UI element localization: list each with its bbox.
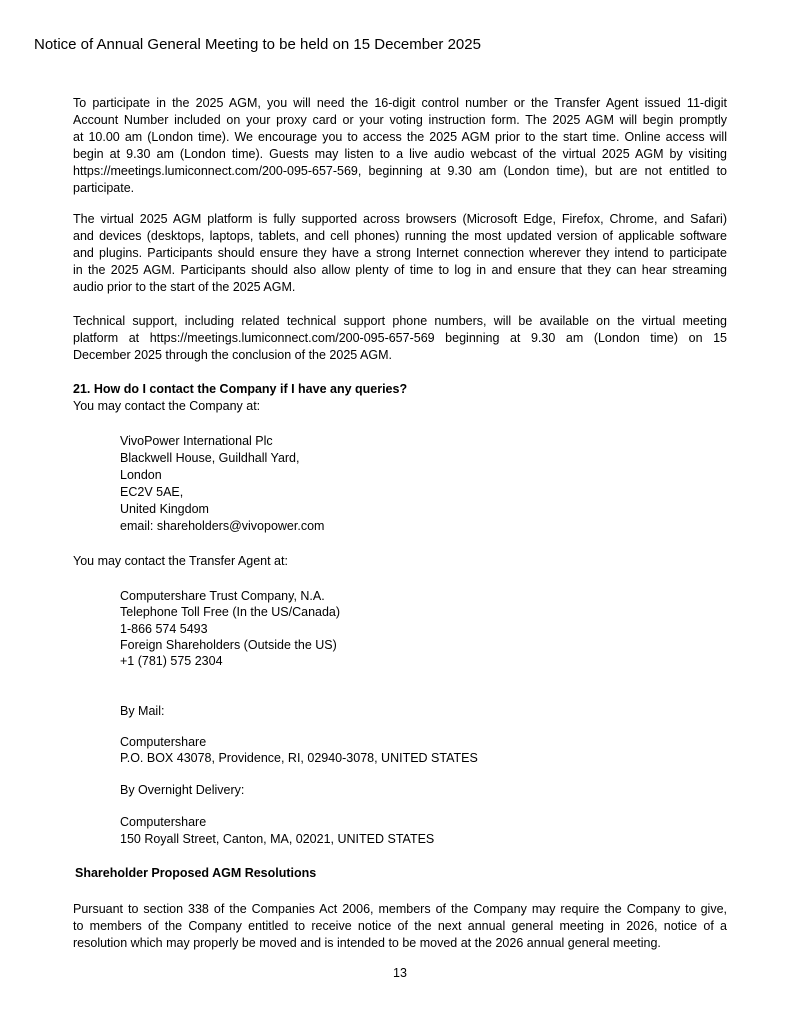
text-line: EC2V 5AE, <box>120 485 184 499</box>
text-line: +1 (781) 575 2304 <box>120 654 223 669</box>
page-number: 13 <box>393 966 407 980</box>
text-line: and plugins. Participants should ensure they have a strong Internet connection wherever they intend to participate <box>73 246 727 260</box>
text-line: Foreign Shareholders (Outside the US) <box>120 637 337 652</box>
text-line: Account Number included on your proxy card or your voting instruction form. The 2025 AGM will begin promptly <box>73 113 727 127</box>
section-heading-q21: 21. How do I contact the Company if I have any queries? <box>73 382 408 396</box>
text-line: P.O. BOX 43078, Providence, RI, 02940-3078, UNITED STATES <box>120 751 478 765</box>
text-line: to members of the Company entitled to receive notice of the next annual general meeting in 2026, notice of a <box>73 919 727 933</box>
company-intro: You may contact the Company at: <box>73 399 261 413</box>
text-line: platform at https://meetings.lumiconnect.com/200-095-657-569 beginning at 9.30 am (London time) on 15 <box>73 331 727 345</box>
text-line: email: shareholders@vivopower.com <box>120 519 325 533</box>
text-line: audio prior to the start of the 2025 AGM. <box>73 280 296 294</box>
paragraph-platform <box>73 211 727 296</box>
by-overnight-label: By Overnight Delivery: <box>120 783 245 797</box>
text-line: https://meetings.lumiconnect.com/200-095-657-569, beginning at 9.30 am (London time), but are not entitled to <box>73 164 727 178</box>
text-line: 1-866 574 5493 <box>120 621 208 636</box>
paragraph-technical-support <box>73 313 727 364</box>
text-line: participate. <box>73 181 135 195</box>
text-line: and devices (desktops, laptops, tablets, and cell phones) running the most updated version of applicable software <box>73 229 727 243</box>
text-line: Computershare <box>120 815 207 829</box>
text-line: Blackwell House, Guildhall Yard, <box>120 451 300 465</box>
text-line: resolution which may properly be moved and is intended to be moved at the 2026 annual general meeting. <box>73 936 661 950</box>
text-line: at 10.00 am (London time). We encourage you to access the 2025 AGM prior to the start time. Online access will <box>73 130 727 144</box>
mail-address <box>120 734 478 766</box>
text-line: The virtual 2025 AGM platform is fully supported across browsers (Microsoft Edge, Firefox, Chrome, and Safari) <box>73 212 727 226</box>
paragraph-participation <box>73 95 727 197</box>
by-mail-label: By Mail: <box>120 704 165 718</box>
text-line: in the 2025 AGM. Participants should also allow plenty of time to log in and ensure that they can hear streaming <box>73 263 727 277</box>
text-line: 150 Royall Street, Canton, MA, 02021, UNITED STATES <box>120 832 435 846</box>
text-line: December 2025 through the conclusion of the 2025 AGM. <box>73 348 392 362</box>
company-address <box>120 433 324 535</box>
overnight-address <box>120 814 434 848</box>
agent-intro: You may contact the Transfer Agent at: <box>73 554 288 568</box>
text-line: Computershare Trust Company, N.A. <box>120 589 325 603</box>
text-line: begin at 9.30 am (London time). Guests may listen to a live audio webcast of the virtual 2025 AGM by visiting <box>73 147 727 161</box>
text-line: Computershare <box>120 735 207 749</box>
text-line: United Kingdom <box>120 502 209 516</box>
text-line: Pursuant to section 338 of the Companies Act 2006, members of the Company may require the Company to give, <box>73 902 727 916</box>
text-line: VivoPower International Plc <box>120 434 273 448</box>
page-header: Notice of Annual General Meeting to be held on 15 December 2025 <box>34 36 481 53</box>
paragraph-resolutions <box>73 901 727 952</box>
text-line: London <box>120 468 162 482</box>
text-line: To participate in the 2025 AGM, you will need the 16-digit control number or the Transfer Agent issued 11-digit <box>73 96 727 110</box>
agent-contact <box>120 588 340 669</box>
text-line: Telephone Toll Free (In the US/Canada) <box>120 605 341 620</box>
section-heading-resolutions: Shareholder Proposed AGM Resolutions <box>75 866 317 880</box>
text-line: Technical support, including related technical support phone numbers, will be available on the virtual meeting <box>73 314 727 328</box>
